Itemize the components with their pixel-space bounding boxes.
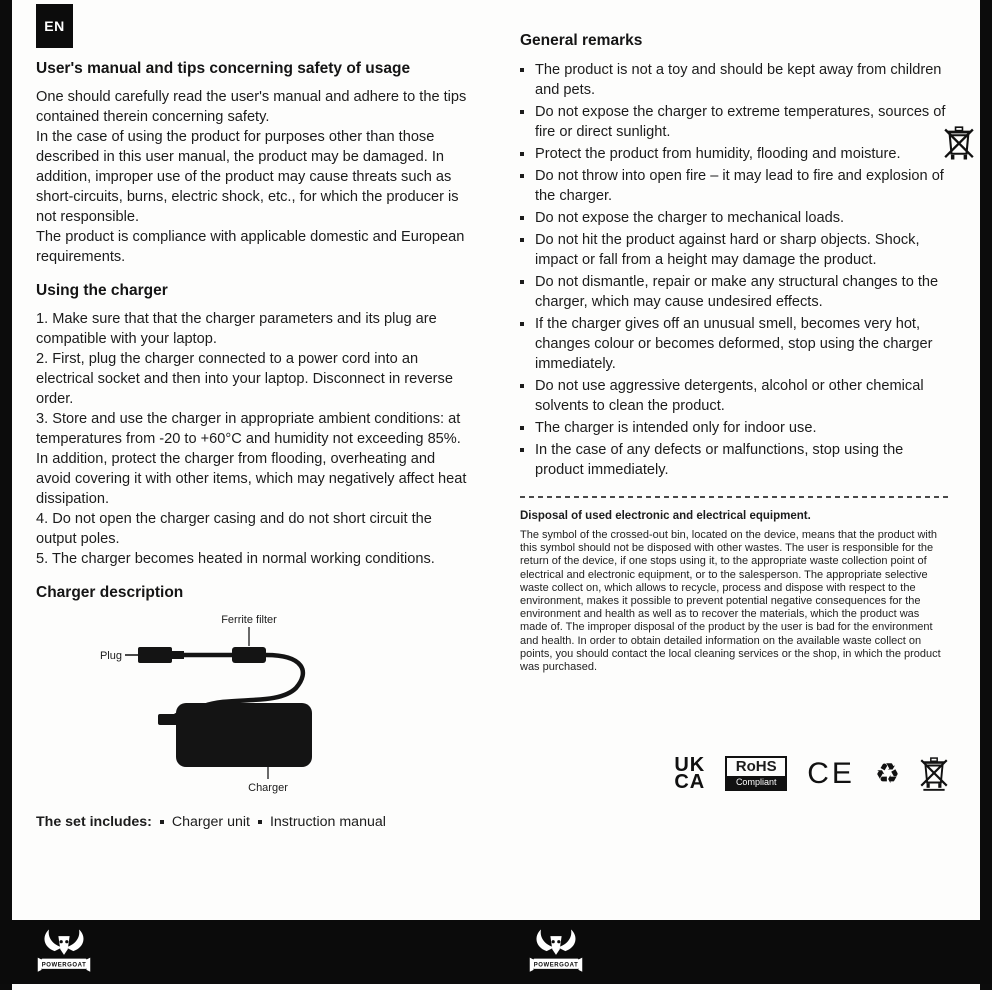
remark-text: Do not hit the product against hard or sharp objects. Shock, impact or fall from a height may damage the product. xyxy=(535,232,920,268)
ukca-mark xyxy=(674,753,706,793)
intro-paragraph: The product is compliance with applicable domestic and European requirements. xyxy=(36,229,465,265)
dashed-divider xyxy=(520,496,950,498)
ferrite-filter-label: Ferrite filter xyxy=(221,614,277,626)
bullet-icon xyxy=(520,426,524,430)
using-step: 2. First, plug the charger connected to a power cord into an electrical socket and then into your laptop. Disconnect in reverse order. xyxy=(36,351,453,407)
disposal-heading: Disposal of used electronic and electrical equipment. xyxy=(520,510,811,522)
list-item xyxy=(520,230,950,270)
ukca-top: UK xyxy=(674,753,706,776)
using-step: 3. Store and use the charger in appropriate ambient conditions: at temperatures from -20 to +60°C and humidity not exceeding 85%. In addition, protect the charger from flooding, overheating and avoid covering it with other items, which may negatively affect heat dissipation. xyxy=(36,411,467,507)
list-item xyxy=(520,440,950,480)
list-item xyxy=(520,272,950,312)
remark-text: In the case of any defects or malfunctions, stop using the product immediately. xyxy=(535,442,904,478)
compliance-marks xyxy=(520,753,950,793)
margin-weee-bin-icon xyxy=(944,126,974,168)
bullet-icon xyxy=(520,280,524,284)
list-item xyxy=(520,144,950,164)
remark-text: Protect the product from humidity, flooding and moisture. xyxy=(535,146,901,162)
list-item xyxy=(520,376,950,416)
rohs-label: RoHS xyxy=(735,758,777,776)
bullet-icon xyxy=(520,152,524,156)
rohs-mark xyxy=(725,756,787,791)
intro-paragraph: One should carefully read the user's manual and adhere to the tips contained therein concerning safety. xyxy=(36,89,467,125)
description-heading: Charger description xyxy=(36,584,184,601)
remark-text: Do not expose the charger to extreme temperatures, sources of fire or direct sunlight. xyxy=(535,104,946,140)
list-item xyxy=(520,208,950,228)
remark-text: Do not use aggressive detergents, alcohol or other chemical solvents to clean the product. xyxy=(535,378,924,414)
ce-mark: CE xyxy=(807,756,855,790)
bullet-icon xyxy=(520,384,524,388)
set-item: Instruction manual xyxy=(269,814,386,830)
remark-text: Do not expose the charger to mechanical loads. xyxy=(535,210,845,226)
remark-text: The product is not a toy and should be kept away from children and pets. xyxy=(535,62,942,98)
bullet-icon xyxy=(520,68,524,72)
rohs-compliant-label: Compliant xyxy=(727,776,785,789)
powergoat-logo xyxy=(34,924,94,980)
bullet-icon xyxy=(258,820,262,824)
disposal-text: The symbol of the crossed-out bin, located on the device, means that the product with this symbol should not be disposed with other wastes. The user is responsible for the return of the device, if one stops using it, to the appropriate waste collection point of electrical and electronic equipment, or to the salesperson. The appropriate selective waste collect on, which allows to recycle, process and dispose with respect to the environment, makes it possible to prevent potential negative consequences for the environment and health as well as to recover the materials, which the product was made of. The improper disposal of the product by the user is bad for the environment and health. In order to obtain detailed information on the available waste collect on points, you should contact the local cleaning services or the shop, in which the product was purchased. xyxy=(520,529,941,674)
list-item xyxy=(520,418,950,438)
remarks-heading: General remarks xyxy=(520,32,643,49)
using-step: 1. Make sure that that the charger parameters and its plug are compatible with your laptop. xyxy=(36,311,437,347)
ukca-bottom: CA xyxy=(674,770,706,793)
right-column xyxy=(520,32,950,791)
powergoat-logo xyxy=(526,924,586,980)
using-heading: Using the charger xyxy=(36,282,168,299)
recycle-icon: ♻ xyxy=(874,757,900,789)
powergoat-wordmark: POWERGOAT xyxy=(41,962,87,969)
bullet-icon xyxy=(520,216,524,220)
remark-text: The charger is intended only for indoor use. xyxy=(535,420,817,436)
set-includes-label: The set includes: xyxy=(36,814,152,830)
list-item xyxy=(520,60,950,100)
set-includes-row xyxy=(36,814,474,830)
intro-paragraph: In the case of using the product for purposes other than those described in this user manual, the product may be damaged. In addition, improper use of the product may cause threats such as short-circuits, burns, electric shock, etc., for which the producer is not responsible. xyxy=(36,129,459,225)
bullet-icon xyxy=(520,448,524,452)
ferrite-filter-icon xyxy=(232,647,266,663)
intro-heading: User's manual and tips concerning safety of usage xyxy=(36,60,411,77)
list-item xyxy=(520,102,950,142)
remark-text: If the charger gives off an unusual smell, becomes very hot, changes colour or becomes deformed, stop using the charger immediately. xyxy=(535,316,933,372)
remark-text: Do not dismantle, repair or make any structural changes to the charger, which may cause undesired effects. xyxy=(535,274,939,310)
remark-text: Do not throw into open fire – it may lead to fire and explosion of the charger. xyxy=(535,168,944,204)
weee-bin-icon xyxy=(920,757,948,791)
bullet-icon xyxy=(520,174,524,178)
set-item: Charger unit xyxy=(171,814,250,830)
footer-bar xyxy=(0,920,992,984)
bullet-icon xyxy=(160,820,164,824)
plug-label: Plug xyxy=(99,650,122,662)
remarks-list xyxy=(520,60,950,480)
list-item xyxy=(520,166,950,206)
charger-body-icon xyxy=(176,703,312,767)
using-step: 4. Do not open the charger casing and do not short circuit the output poles. xyxy=(36,511,432,547)
list-item xyxy=(520,314,950,374)
page-left-border xyxy=(0,0,12,990)
left-column xyxy=(36,60,474,830)
powergoat-wordmark: POWERGOAT xyxy=(533,962,579,969)
using-step: 5. The charger becomes heated in normal working conditions. xyxy=(36,551,435,567)
language-badge: EN xyxy=(36,4,73,48)
plug-icon xyxy=(138,647,184,663)
charger-diagram xyxy=(36,610,336,798)
charger-label: Charger xyxy=(248,782,288,794)
bullet-icon xyxy=(520,110,524,114)
page-right-border xyxy=(980,0,992,990)
bullet-icon xyxy=(520,322,524,326)
bullet-icon xyxy=(520,238,524,242)
